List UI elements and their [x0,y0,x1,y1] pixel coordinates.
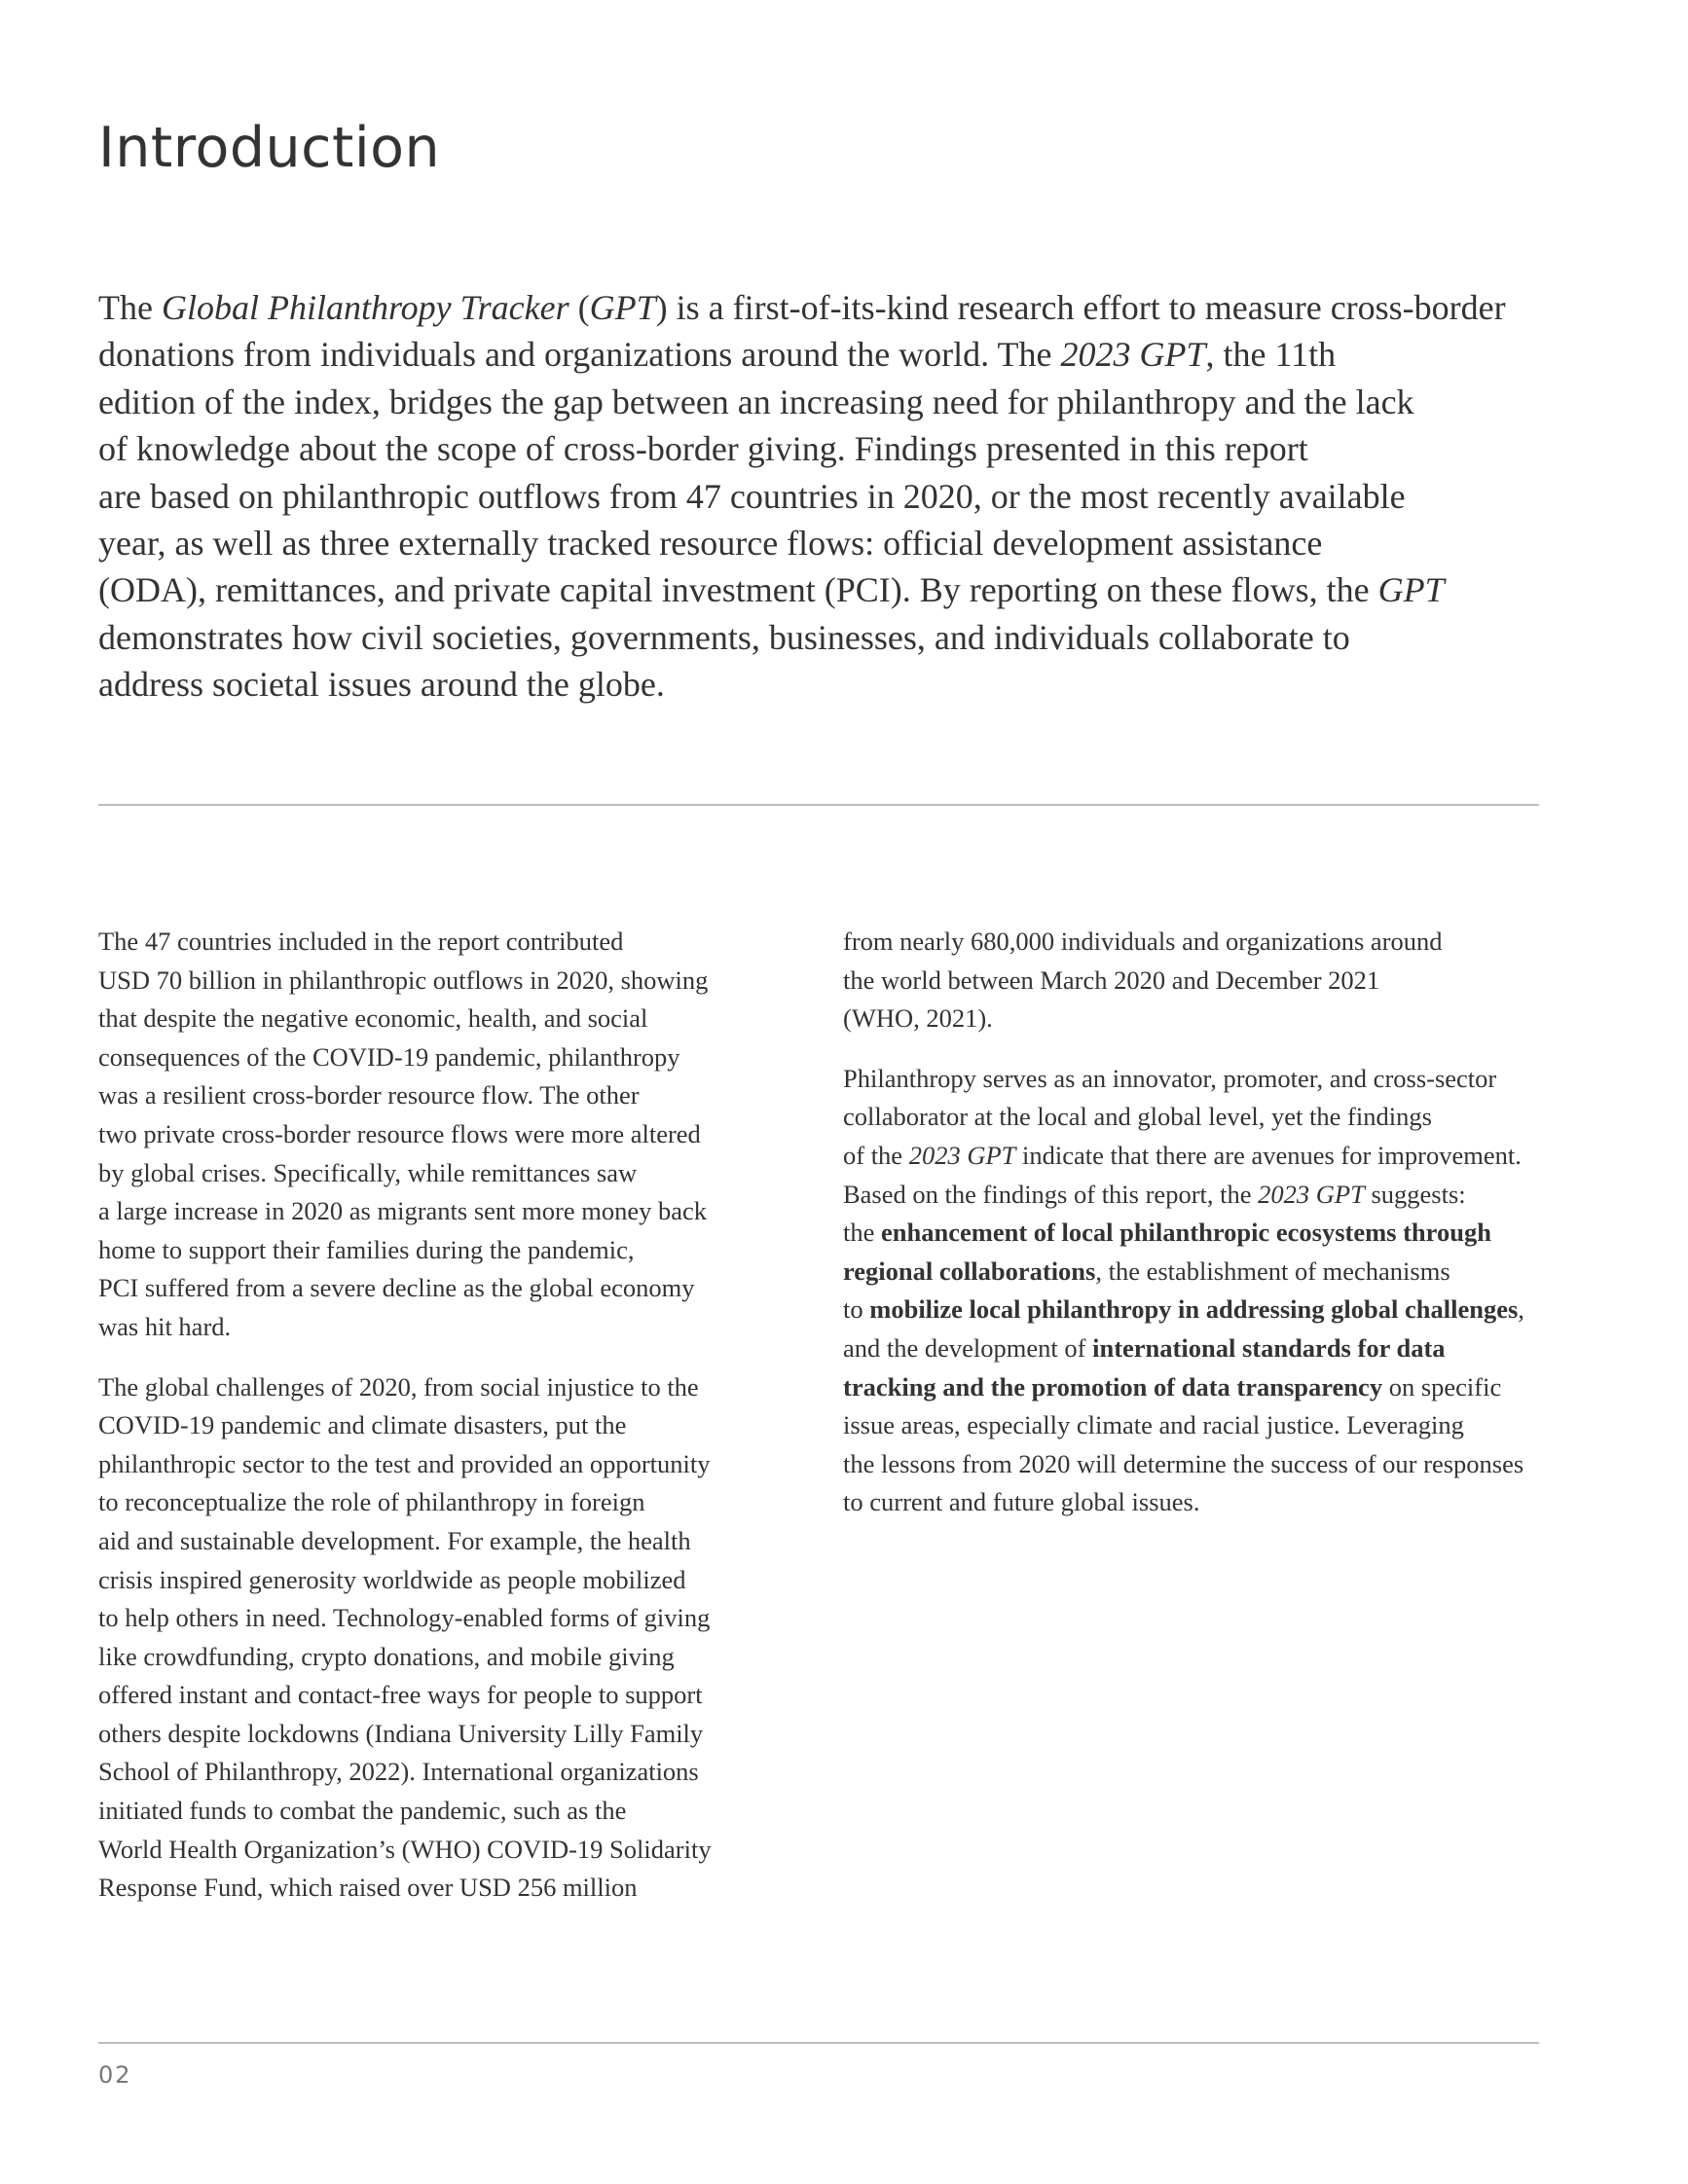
text-line: others despite lockdowns (Indiana University Lilly Family [98,1718,704,1748]
emphasis-text: mobilize local philanthropy in addressing global challenges [869,1294,1519,1325]
text-line: Based on the findings of this report, the 2023 GPT suggests: [843,1179,1466,1209]
text-line: School of Philanthropy, 2022). International organizations [98,1757,699,1787]
text-line: to reconceptualize the role of philanthropy in foreign [98,1487,645,1517]
body-paragraph [843,923,1544,1038]
text-line: Response Fund, which raised over USD 256 million [98,1873,638,1903]
emphasis-text: tracking and the promotion of data transparency [843,1371,1383,1401]
text-line: regional collaborations, the establishment of mechanisms [843,1256,1450,1286]
text-line: to help others in need. Technology-enabled forms of giving [98,1603,711,1633]
lead-line-7: (ODA), remittances, and private capital investment (PCI). By reporting on these flows, the GPT [98,570,1445,610]
text-line: home to support their families during the pandemic, [98,1234,635,1264]
body-paragraph [98,1368,799,1908]
footer-divider [98,2042,1539,2044]
text-line: The 47 countries included in the report contributed [98,927,624,956]
lead-line-6: year, as well as three externally tracked resource flows: official development assistance [98,524,1323,564]
text-line: from nearly 680,000 individuals and organizations around [843,927,1443,956]
lead-line-2: donations from individuals and organizations around the world. The 2023 GPT, the 11th [98,335,1337,375]
section-divider [98,804,1539,806]
text-line: (WHO, 2021). [843,1003,993,1034]
body-paragraph [98,923,799,1347]
text-line: USD 70 billion in philanthropic outflows in 2020, showing [98,965,709,995]
lead-line-4: of knowledge about the scope of cross-border giving. Findings presented in this report [98,429,1308,469]
text-line: to mobilize local philanthropy in addressing global challenges, [843,1294,1524,1325]
text-line: the world between March 2020 and December 2021 [843,965,1380,995]
text-line: offered instant and contact-free ways for people to support [98,1680,703,1710]
text-line: collaborator at the local and global level, yet the findings [843,1102,1432,1132]
text-line: initiated funds to combat the pandemic, such as the [98,1796,627,1826]
text-line: World Health Organization’s (WHO) COVID-19 Solidarity [98,1834,712,1864]
text-line: was a resilient cross-border resource flow. The other [98,1080,640,1110]
text-line: like crowdfunding, crypto donations, and mobile giving [98,1641,675,1671]
recommendations-paragraph [843,1060,1544,1522]
text-line: consequences of the COVID-19 pandemic, philanthropy [98,1041,680,1072]
text-line: COVID-19 pandemic and climate disasters, put the [98,1410,627,1440]
emphasis-text: enhancement of local philanthropic ecosystems through [881,1218,1491,1248]
text-line: to current and future global issues. [843,1487,1200,1517]
emphasis-text: international standards for data [1092,1332,1446,1363]
left-column [98,923,799,1929]
text-line: two private cross-border resource flows were more altered [98,1118,701,1148]
text-line: The global challenges of 2020, from social injustice to the [98,1371,699,1401]
text-line: of the 2023 GPT indicate that there are avenues for improvement. [843,1140,1522,1170]
lead-line-5: are based on philanthropic outflows from 47 countries in 2020, or the most recently available [98,476,1406,516]
text-line: a large increase in 2020 as migrants sent more money back [98,1196,708,1226]
page-number: 02 [98,2061,132,2089]
text-line: Philanthropy serves as an innovator, promoter, and cross-sector [843,1063,1497,1093]
lead-paragraph [98,284,1539,709]
text-line: tracking and the promotion of data transparency on specific [843,1371,1502,1401]
text-line: the enhancement of local philanthropic ecosystems through [843,1218,1491,1248]
text-line: PCI suffered from a severe decline as the global economy [98,1273,695,1303]
text-line: the lessons from 2020 will determine the success of our responses [843,1448,1524,1478]
text-line: aid and sustainable development. For example, the health [98,1525,691,1555]
lead-line-8: demonstrates how civil societies, governments, businesses, and individuals collaborate to [98,617,1350,657]
text-line: crisis inspired generosity worldwide as people mobilized [98,1564,686,1594]
lead-line-9: address societal issues around the globe. [98,665,665,705]
text-line: by global crises. Specifically, while remittances saw [98,1157,638,1187]
text-line: philanthropic sector to the test and provided an opportunity [98,1448,711,1478]
text-line: issue areas, especially climate and racial justice. Leveraging [843,1410,1464,1440]
right-column [843,923,1544,1544]
emphasis-text: regional collaborations [843,1256,1096,1286]
text-line: that despite the negative economic, health, and social [98,1003,648,1034]
page-title: Introduction [98,116,441,180]
lead-line-1: The Global Philanthropy Tracker (GPT) is a first-of-its-kind research effort to measure cross-border [98,288,1506,327]
text-line: was hit hard. [98,1311,232,1341]
text-line: and the development of international standards for data [843,1332,1446,1363]
lead-line-3: edition of the index, bridges the gap between an increasing need for philanthropy and the lack [98,382,1414,421]
